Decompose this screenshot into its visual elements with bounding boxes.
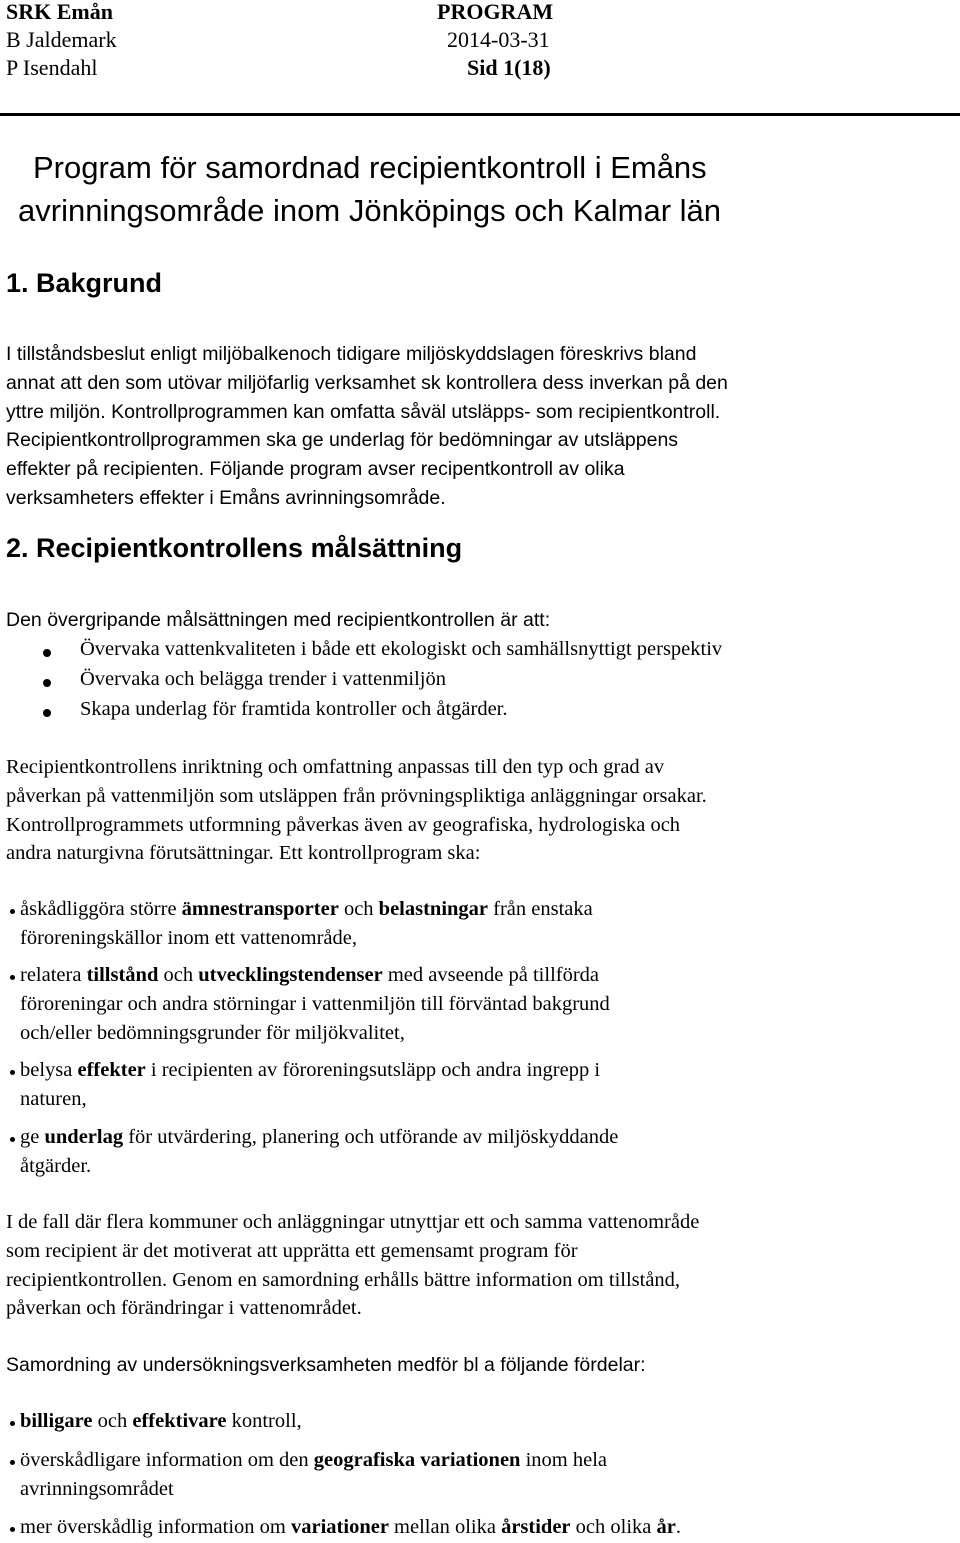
program-item <box>20 1056 600 1085</box>
text-run: mer överskådlig information om <box>20 1516 291 1538</box>
bold-term: effekter <box>77 1059 146 1081</box>
title-line-1: Program för samordnad recipientkontroll i Emåns <box>33 150 707 185</box>
bold-term: variationer <box>291 1516 389 1538</box>
paragraph-line: I de fall där flera kommuner och anläggningar utnyttjar ett och samma vattenområde <box>6 1211 700 1233</box>
title-line-2: avrinningsområde inom Jönköpings och Kalmar län <box>18 193 722 228</box>
paragraph-line: påverkan och förändringar i vattenområdet. <box>6 1297 362 1320</box>
bullet-icon <box>10 1421 15 1426</box>
section-1-line: Recipientkontrollprogrammen ska ge underlag för bedömningar av utsläppens <box>6 429 679 452</box>
text-run: och <box>158 964 199 986</box>
paragraph-line: andra naturgivna förutsättningar. Ett kontrollprogram ska: <box>6 842 481 865</box>
advantage-item <box>20 1446 607 1475</box>
text-run: från enstaka <box>488 898 593 920</box>
text-run: överskådligare information om den <box>20 1449 314 1471</box>
advantage-item <box>20 1513 681 1542</box>
bullet-icon <box>43 679 51 687</box>
bold-term: årstider <box>501 1516 571 1538</box>
bullet-icon <box>43 649 51 657</box>
paragraph-line: som recipient är det motiverat att upprätta ett gemensamt program för <box>6 1239 578 1262</box>
bold-term: tillstånd <box>86 964 159 986</box>
text-run: med avseende på tillförda <box>382 964 600 986</box>
program-item-continuation: åtgärder. <box>20 1154 92 1177</box>
header-doc-type: PROGRAM <box>437 0 554 24</box>
paragraph-line: recipientkontrollen. Genom en samordning erhålls bättre information om tillstånd, <box>6 1268 681 1291</box>
header-page-number: Sid 1(18) <box>467 55 551 80</box>
advantage-item-continuation: avrinningsområdet <box>20 1477 174 1500</box>
text-run: åskådliggöra större <box>20 898 182 920</box>
text-run: för utvärdering, planering och utförande av miljöskyddande <box>123 1126 619 1148</box>
bold-term: utvecklingstendenser <box>198 964 383 986</box>
section-1-line: annat att den som utövar miljöfarlig verksamhet sk kontrollera dess inverkan på den <box>6 371 728 394</box>
text-run: belysa <box>20 1059 78 1081</box>
bold-term: belastningar <box>378 898 489 920</box>
section-2-paragraph-3: Samordning av undersökningsverksamheten medför bl a följande fördelar: <box>6 1354 646 1376</box>
text-run: ge <box>20 1126 45 1148</box>
advantage-item <box>20 1407 302 1436</box>
section-1-heading: 1. Bakgrund <box>6 268 163 298</box>
text-run: kontroll, <box>226 1410 302 1432</box>
goal-item: Övervaka vattenkvaliteten i både ett ekologiskt och samhällsnyttigt perspektiv <box>80 638 723 660</box>
program-item <box>20 895 593 924</box>
text-run: relatera <box>20 964 87 986</box>
text-run: mellan olika <box>388 1516 502 1538</box>
text-run: och <box>338 898 379 920</box>
bold-term: geografiska variationen <box>313 1449 521 1471</box>
paragraph-line: Kontrollprogrammets utformning påverkas även av geografiska, hydrologiska och <box>6 813 681 836</box>
bold-term: underlag <box>44 1126 124 1148</box>
bullet-icon <box>10 1527 15 1532</box>
bullet-icon <box>10 1137 15 1142</box>
bullet-icon <box>10 909 15 914</box>
text-run: . <box>675 1516 681 1538</box>
section-1-line: yttre miljön. Kontrollprogrammen kan omfatta såväl utsläpps- som recipientkontroll. <box>6 400 721 423</box>
text-run: inom hela <box>520 1449 607 1471</box>
bullet-icon <box>43 709 51 717</box>
header-author-2: P Isendahl <box>6 55 98 80</box>
program-item <box>20 1123 618 1152</box>
bold-term: billigare <box>20 1410 93 1432</box>
paragraph-line: påverkan på vattenmiljön som utsläppen från prövningspliktiga anläggningar orsakar. <box>6 784 707 807</box>
bullet-icon <box>10 1070 15 1075</box>
text-run: i recipienten av föroreningsutsläpp och andra ingrepp i <box>145 1059 601 1081</box>
program-item <box>20 961 599 990</box>
section-1-line: I tillståndsbeslut enligt miljöbalkenoch tidigare miljöskyddslagen föreskrivs bland <box>6 343 697 365</box>
bold-term: år <box>656 1516 676 1538</box>
section-1-line: effekter på recipienten. Följande program avser recipentkontroll av olika <box>6 458 625 481</box>
header-date: 2014-03-31 <box>447 27 550 52</box>
goal-item: Skapa underlag för framtida kontroller och åtgärder. <box>80 698 508 720</box>
header-author-1: B Jaldemark <box>6 27 117 52</box>
goal-item: Övervaka och belägga trender i vattenmiljön <box>80 668 447 690</box>
section-1-line: verksamheters effekter i Emåns avrinningsområde. <box>6 487 446 509</box>
bullet-icon <box>10 1460 15 1465</box>
program-item-continuation: och/eller bedömningsgrunder för miljökvalitet, <box>20 1021 405 1044</box>
text-run: och <box>92 1410 133 1432</box>
header-rule <box>0 113 960 116</box>
section-2-intro: Den övergripande målsättningen med recipientkontrollen är att: <box>6 609 551 631</box>
paragraph-line: Recipientkontrollens inriktning och omfattning anpassas till den typ och grad av <box>6 756 665 778</box>
bold-term: effektivare <box>132 1410 227 1432</box>
program-item-continuation: föroreningskällor inom ett vattenområde, <box>20 926 358 949</box>
bold-term: ämnestransporter <box>181 898 339 920</box>
program-item-continuation: föroreningar och andra störningar i vattenmiljön till förväntad bakgrund <box>20 992 610 1015</box>
bullet-icon <box>10 975 15 980</box>
header-org: SRK Emån <box>6 0 113 24</box>
program-item-continuation: naturen, <box>20 1087 87 1110</box>
text-run: och olika <box>570 1516 657 1538</box>
section-2-heading: 2. Recipientkontrollens målsättning <box>6 533 463 563</box>
